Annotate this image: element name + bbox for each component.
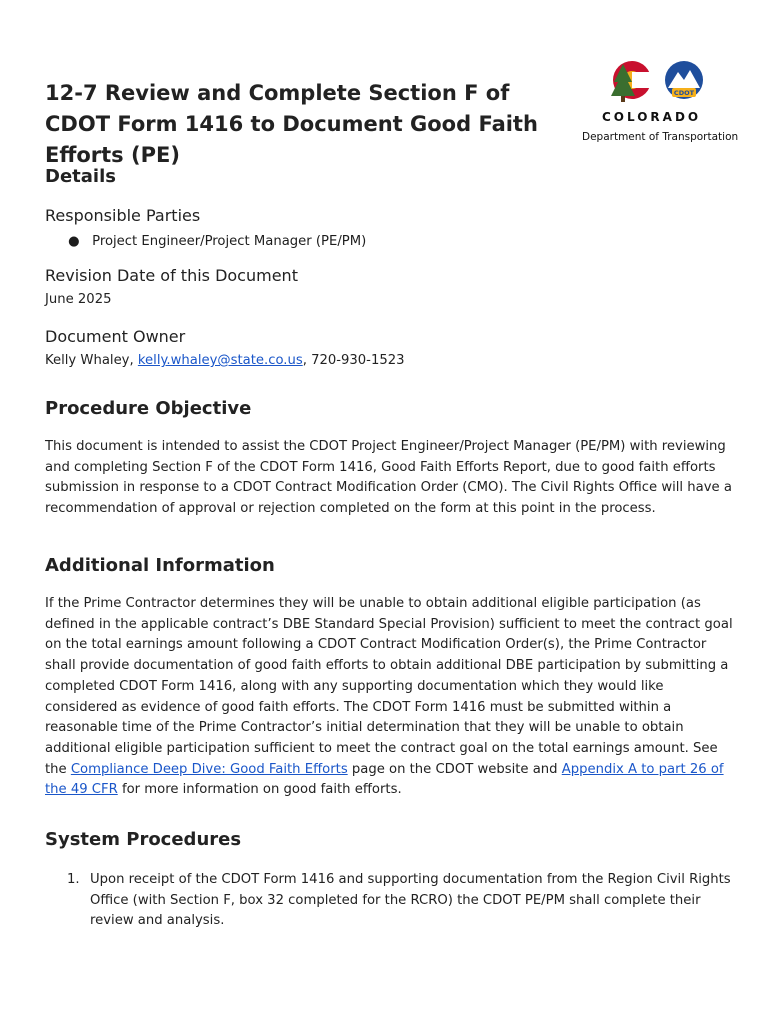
responsible-item: Project Engineer/Project Manager (PE/PM) [92,234,367,249]
system-heading: System Procedures [45,829,242,850]
details-heading: Details [45,166,116,187]
objective-heading: Procedure Objective [45,398,252,419]
owner-name: Kelly Whaley, [45,353,138,368]
step-text: Upon receipt of the CDOT Form 1416 and supporting documentation from the Region Civil Rights Office (with Section F, box 32 completed for the RCRO) the CDOT PE/PM shall complete their review and analysis. [90,872,731,929]
additional-text-a: If the Prime Contractor determines they will be unable to obtain additional eligible participation (as defined in the applicable contract’s DBE Standard Special Provision) sufficient to meet the contract goal on the total earnings amount following a CDOT Contract Modification Order(s), the Prime Contractor shall provide documentation of good faith efforts to obtain additional DBE participation by submitting a completed CDOT Form 1416, along with any supporting documentation which they would like considered as evidence of good faith efforts. The CDOT Form 1416 must be submitted within a reasonable time of the Prime Contractor’s initial determination that they will be unable to obtain additional eligible participation sufficient to meet the contract goal on the total earnings amount. See the [45,596,733,777]
colorado-logo-icon [580,58,740,110]
logo-badge: CDOT [673,89,695,97]
compliance-deep-dive-link[interactable]: Compliance Deep Dive: Good Faith Efforts [70,761,348,777]
owner-phone: , 720-930-1523 [302,353,405,368]
revision-date: June 2025 [45,292,112,307]
owner-email-link[interactable]: kelly.whaley@state.co.us [137,353,303,368]
additional-text-c: for more information on good faith efforts. [117,782,402,798]
additional-heading: Additional Information [45,555,275,576]
page-title: 12-7 Review and Complete Section F of CDOT Form 1416 to Document Good Faith Efforts (PE) [45,81,538,167]
responsible-heading: Responsible Parties [45,206,201,225]
list-item [68,234,366,249]
logo-subtitle: Department of Transportation [582,131,739,143]
revision-heading: Revision Date of this Document [45,266,298,285]
owner-heading: Document Owner [45,327,186,346]
cdot-logo [580,58,740,148]
objective-text: This document is intended to assist the CDOT Project Engineer/Project Manager (PE/PM) with reviewing and completing Section F of the CDOT Form 1416, Good Faith Efforts Report, due to good faith efforts submission in response to a CDOT Contract Modification Order (CMO). The Civil Rights Office will have a recommendation of approval or rejection completed on the form at this point in the process. [45,439,732,517]
appendix-a-link[interactable]: Appendix A to part 26 of the 49 CFR [45,761,724,798]
bullet-dot-icon: ● [68,234,80,249]
owner-contact [45,353,405,368]
logo-wordmark: COLORADO [602,110,702,124]
step-number: 1. [67,872,80,887]
additional-text [45,594,735,801]
additional-text-b: page on the CDOT website and [347,761,562,777]
